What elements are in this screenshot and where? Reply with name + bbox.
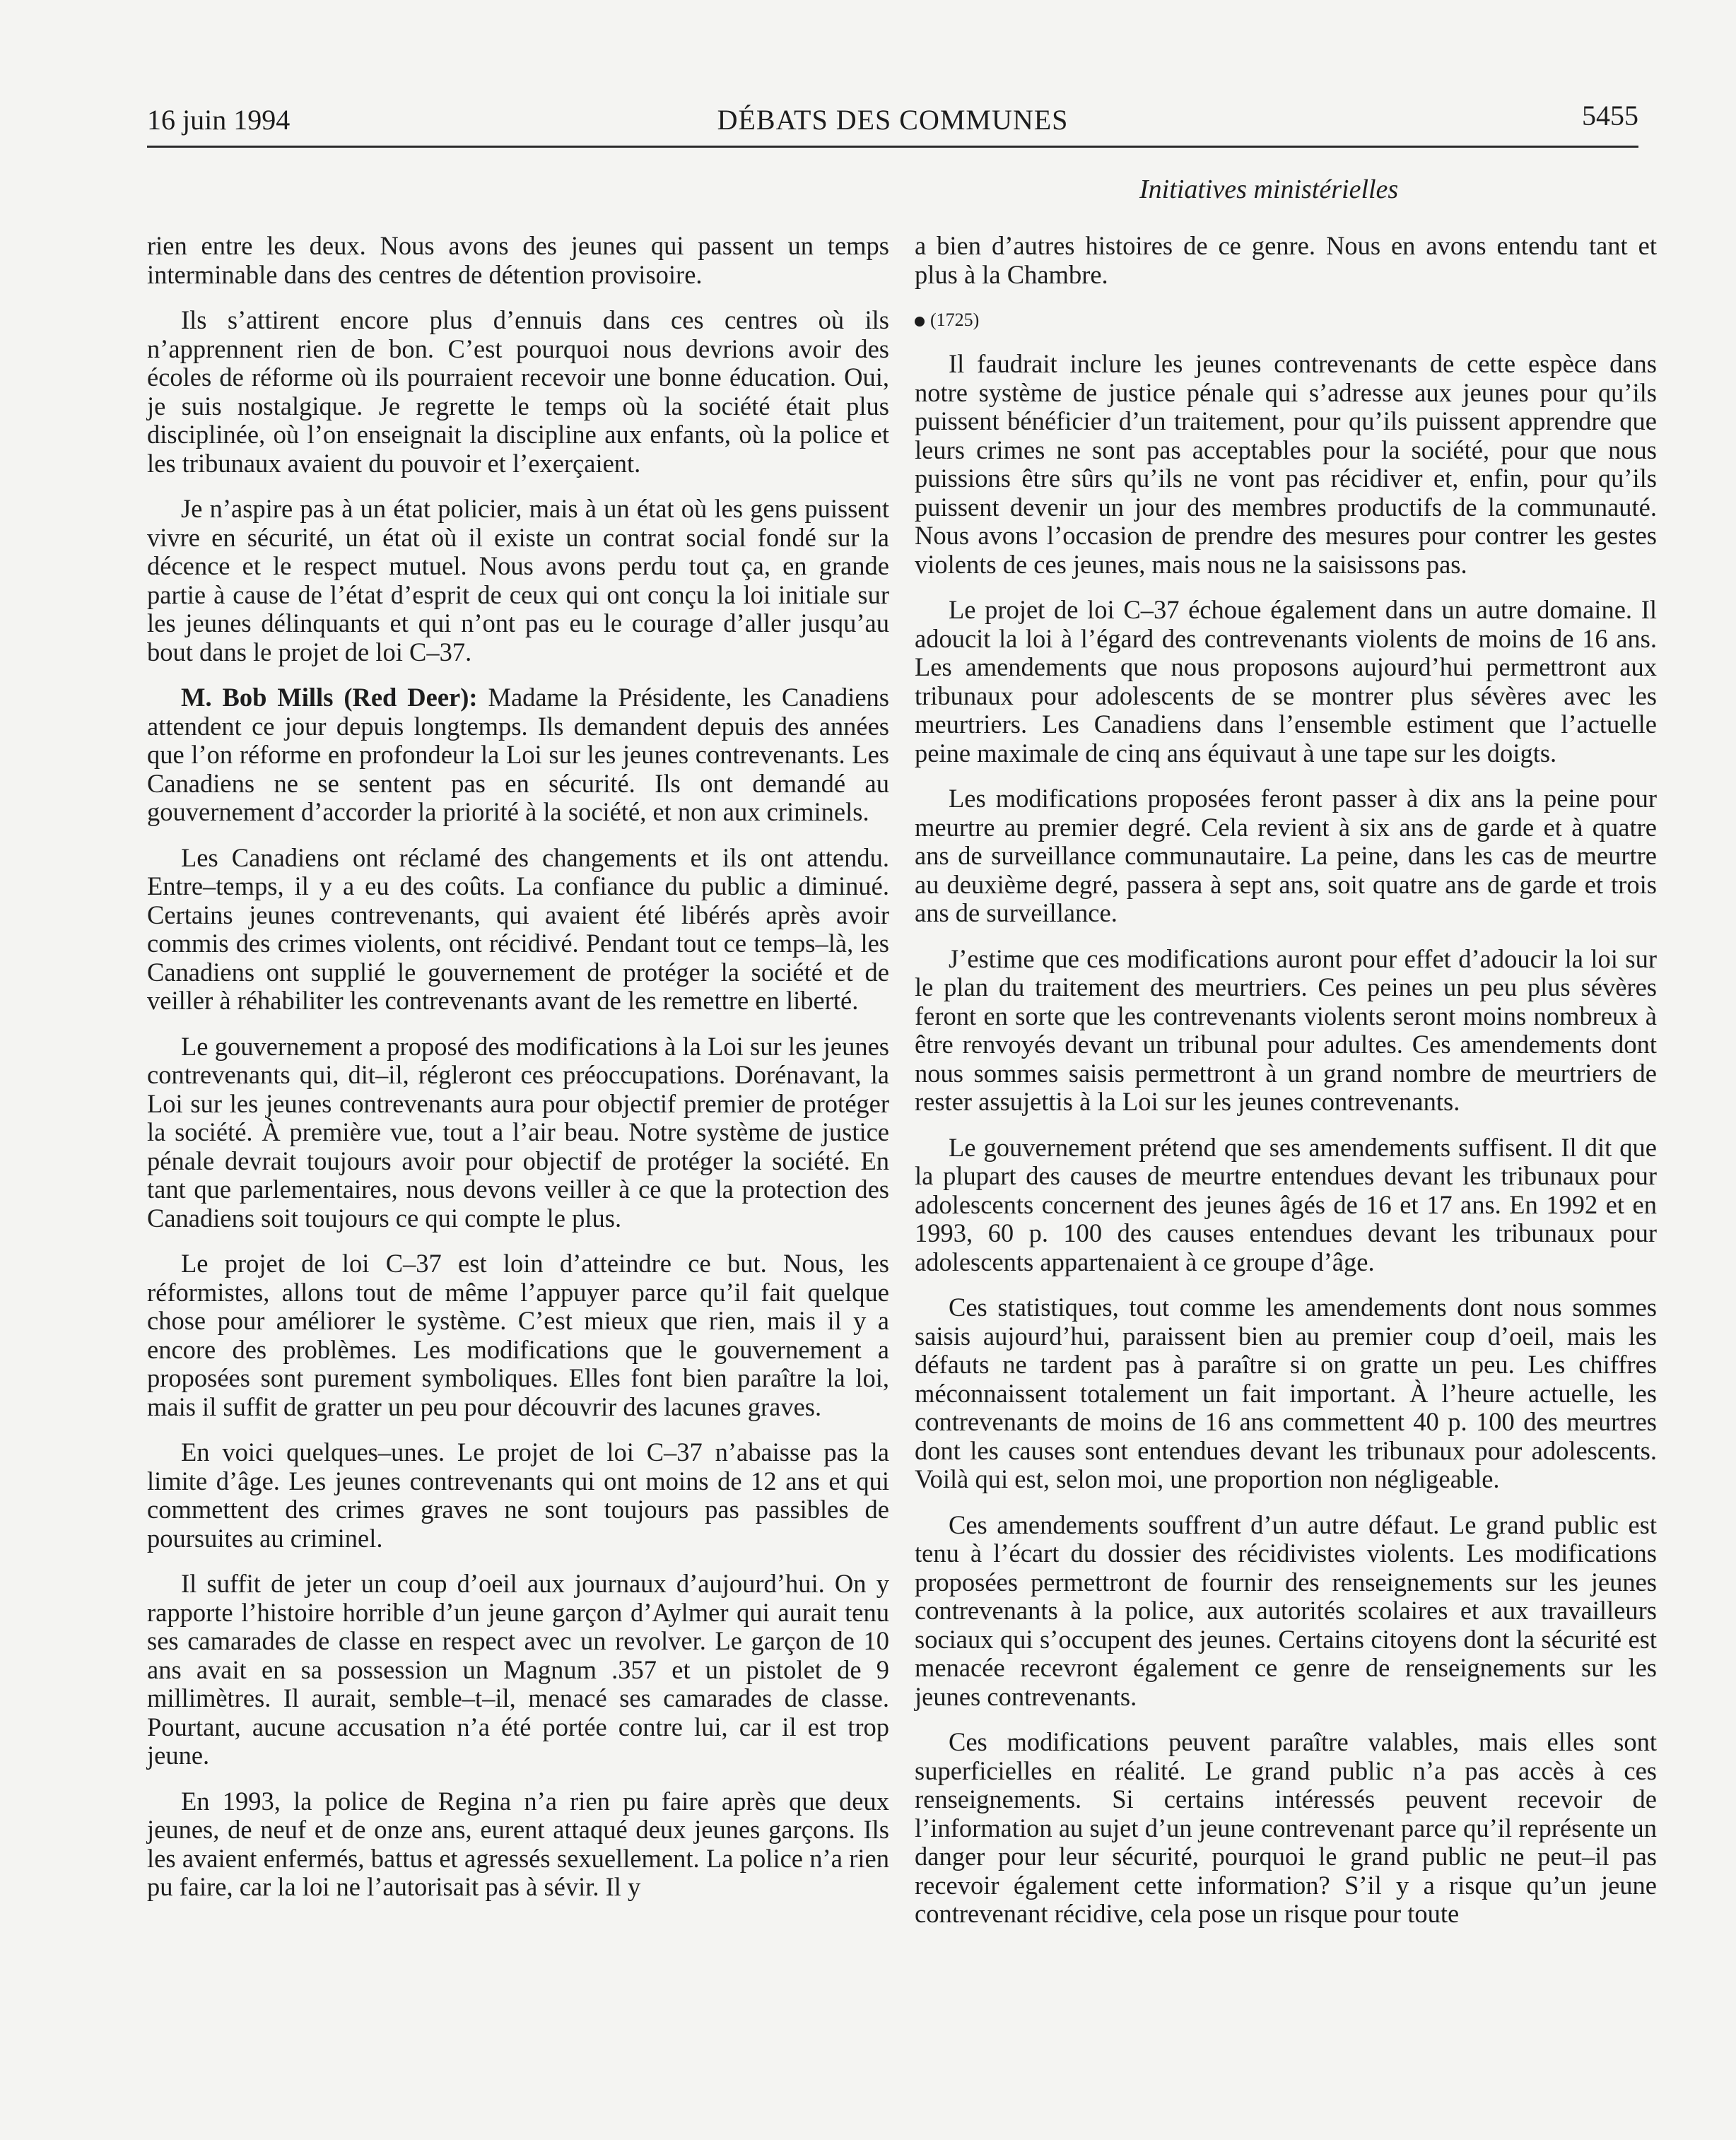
left-column bbox=[147, 232, 889, 1919]
paragraph: Le projet de loi C–37 est loin d’atteindre ce but. Nous, les réformistes, allons tout de même l’appuyer parce qu’il fait quelque chose pour améliorer le système. C’est mieux que rien, mais il y a encore des problèmes. Les modifications que le gouvernement a proposées sont purement symboliques. Elles font bien paraître la loi, mais il suffit de gratter un peu pour découvrir des lacunes graves. bbox=[147, 1249, 889, 1421]
paragraph: Ils s’attirent encore plus d’ennuis dans ces centres où ils n’apprennent rien de bon. C’est pourquoi nous devrions avoir des écoles de réforme où ils pourraient recevoir une bonne éducation. Oui, je suis nostalgique. Je regrette le temps où la société était plus disciplinée, où l’on enseignait la discipline aux enfants, où la police et les tribunaux avaient du pouvoir et l’exerçaient. bbox=[147, 305, 889, 478]
bullet-icon bbox=[915, 317, 925, 327]
paragraph: Le gouvernement prétend que ses amendements suffisent. Il dit que la plupart des causes de meurtre entendues devant les tribunaux pour adolescents concernent des jeunes âgés de 16 et 17 ans. En 1992 et en 1993, 60 p. 100 des causes entendues devant les tribunaux pour adolescents appartenaient à ce groupe d’âge. bbox=[915, 1132, 1657, 1276]
time-marker bbox=[915, 306, 1657, 334]
paragraph: Les modifications proposées feront passer à dix ans la peine pour meurtre au premier degré. Cela revient à six ans de garde et à quatre ans de surveillance communautaire. La peine, dans les cas de meurtre au deuxième degré, passera à sept ans, soit quatre ans de garde et trois ans de surveillance. bbox=[915, 784, 1657, 927]
paragraph: Il faudrait inclure les jeunes contrevenants de cette espèce dans notre système de justice pénale qui s’adresse aux jeunes pour qu’ils puissent bénéficier d’un traitement, pour qu’ils puissent apprendre que leurs crimes ne sont pas acceptables pour la société, pour que nous puissions être sûrs qu’ils ne vont pas récidiver et, enfin, pour qu’ils puissent devenir un jour des membres productifs de la communauté. Nous avons l’occasion de prendre des mesures pour contrer les gestes violents de ces jeunes, mais nous ne la saisissons pas. bbox=[915, 349, 1657, 579]
paragraph: Ces amendements souffrent d’un autre défaut. Le grand public est tenu à l’écart du dossier des récidivistes violents. Les modifications proposées permettront de fournir des renseignements sur les jeunes contrevenants à la police, aux autorités scolaires et aux travailleurs sociaux qui s’occupent des jeunes. Certains citoyens dont la sécurité est menacée recevront également ce genre de renseignements sur les jeunes contrevenants. bbox=[915, 1510, 1657, 1711]
paragraph: Le gouvernement a proposé des modifications à la Loi sur les jeunes contrevenants qui, dit–il, régleront ces préoccupations. Dorénavant, la Loi sur les jeunes contrevenants aura pour objectif premier de protéger la société. À première vue, tout a l’air beau. Notre système de justice pénale devrait toujours avoir pour objectif de protéger la société. En tant que parlementaires, nous devons veiller à ce que la protection des Canadiens soit toujours ce qui compte le plus. bbox=[147, 1031, 889, 1233]
page-number: 5455 bbox=[1582, 100, 1638, 131]
paragraph: En voici quelques–unes. Le projet de loi C–37 n’abaisse pas la limite d’âge. Les jeunes contrevenants qui ont moins de 12 ans et qui commettent des crimes graves ne sont toujours pas passibles de poursuites au criminel. bbox=[147, 1438, 889, 1553]
right-column bbox=[915, 232, 1657, 1946]
paragraph: J’estime que ces modifications auront pour effet d’adoucir la loi sur le plan du traitement des meurtriers. Ces peines un peu plus sévères feront en sorte que les contrevenants violents seront moins nombreux à être renvoyés devant un tribunal pour adultes. Ces amendements dont nous sommes saisis permettront à un grand nombre de meurtriers de rester assujettis à la Loi sur les jeunes contrevenants. bbox=[915, 943, 1657, 1116]
paragraph: rien entre les deux. Nous avons des jeunes qui passent un temps interminable dans des centres de détention provisoire. bbox=[147, 231, 889, 289]
speaker-name: M. Bob Mills (Red Deer): bbox=[181, 683, 478, 712]
paragraph: Les Canadiens ont réclamé des changements et ils ont attendu. Entre–temps, il y a eu des coûts. La confiance du public a diminué. Certains jeunes contrevenants, qui avaient été libérés après avoir commis des crimes violents, ont récidivé. Pendant tout ce temps–là, les Canadiens ont supplié le gouvernement de protéger la société et de veiller à réhabiliter les contrevenants avant de les remettre en liberté. bbox=[147, 842, 889, 1015]
paragraph: Le projet de loi C–37 échoue également dans un autre domaine. Il adoucit la loi à l’égard des contrevenants violents de moins de 16 ans. Les amendements que nous proposons aujourd’hui permettront aux tribunaux pour adolescents de se montrer plus sévères avec les meurtriers. Les Canadiens dans l’ensemble estiment que l’actuelle peine maximale de cinq ans équivaut à une tape sur les doigts. bbox=[915, 595, 1657, 768]
paragraph: Je n’aspire pas à un état policier, mais à un état où les gens puissent vivre en sécurité, un état où il existe un contrat social fondé sur la décence et le respect mutuel. Nous avons perdu tout ça, en grande partie à cause de l’état d’esprit de ceux qui ont conçu la loi initiale sur les jeunes délinquants et qui n’ont pas eu le courage d’aller jusqu’au bout dans le projet de loi C–37. bbox=[147, 494, 889, 666]
paragraph: Il suffit de jeter un coup d’oeil aux journaux d’aujourd’hui. On y rapporte l’histoire horrible d’un jeune garçon d’Aylmer qui aurait tenu ses camarades de classe en respect avec un revolver. Le garçon de 10 ans avait en sa possession un Magnum .357 et un pistolet de 9 millimètres. Il aurait, semble–t–il, menacé ses camarades de classe. Pourtant, aucune accusation n’a été portée contre lui, car il est trop jeune. bbox=[147, 1569, 889, 1770]
paragraph: Ces statistiques, tout comme les amendements dont nous sommes saisis aujourd’hui, paraissent bien au premier coup d’oeil, mais les défauts ne tardent pas à paraître si on gratte un peu. Les chiffres méconnaissent totalement un fait important. À l’heure actuelle, les contrevenants de moins de 16 ans commettent 40 p. 100 des meurtres dont les causes sont entendues devant les tribunaux pour adolescents. Voilà qui est, selon moi, une proportion non négligeable. bbox=[915, 1293, 1657, 1493]
paragraph: a bien d’autres histoires de ce genre. Nous en avons entendu tant et plus à la Chambre. bbox=[915, 231, 1657, 289]
paragraph: En 1993, la police de Regina n’a rien pu faire après que deux jeunes, de neuf et de onze ans, eurent attaqué deux jeunes garçons. Ils les avaient enfermés, battus et agressés sexuellement. La police n’a rien pu faire, car la loi ne l’autorisait pas à sévir. Il y bbox=[147, 1786, 889, 1901]
speech-text: Madame la Présidente, les Canadiens attendent ce jour depuis longtemps. Ils demandent depuis des années que l’on réforme en profondeur la Loi sur les jeunes contrevenants. Les Canadiens ne se sentent pas en sécurité. Ils ont demandé au gouvernement d’accorder la priorité à la société, et non aux criminels. bbox=[147, 683, 889, 826]
page-header bbox=[147, 100, 1638, 146]
header-rule bbox=[147, 146, 1638, 148]
section-label: Initiatives ministérielles bbox=[1139, 175, 1399, 204]
paragraph: Ces modifications peuvent paraître valables, mais elles sont superficielles en réalité. Le grand public n’a pas accès à ces renseignements. Si certains intéressés peuvent recevoir de l’information au sujet d’un jeune contrevenant parce qu’il représente un danger pour leur sécurité, pourquoi le grand public ne peut–il pas recevoir également cette information? S’il y a risque qu’un jeune contrevenant récidive, cela pose un risque pour toute bbox=[915, 1727, 1657, 1928]
header-date: 16 juin 1994 bbox=[147, 104, 291, 136]
speech-paragraph bbox=[147, 683, 889, 827]
time-marker-text: (1725) bbox=[930, 310, 980, 330]
publication-title: DÉBATS DES COMMUNES bbox=[717, 104, 1069, 136]
